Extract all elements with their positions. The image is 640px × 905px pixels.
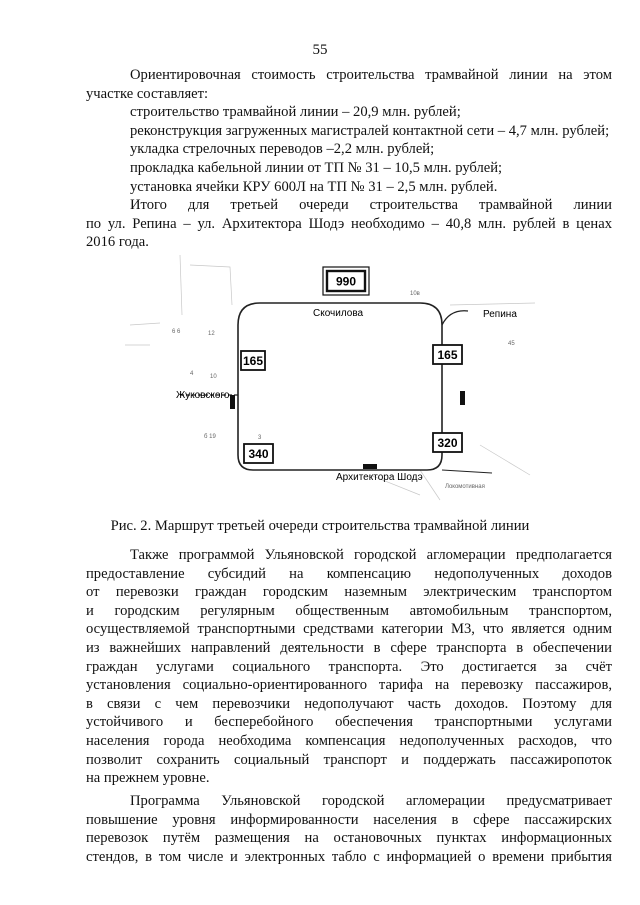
total-line: 2016 года. bbox=[86, 234, 149, 251]
paragraph-line: стендов, в том числе и электронных табло с информацией о времени прибытия bbox=[86, 848, 612, 865]
paragraph-line: на прежнем уровне. bbox=[86, 770, 210, 787]
tram-stop-marker bbox=[230, 395, 235, 409]
building-label: б 19 bbox=[204, 434, 216, 440]
building-label: 6 6 bbox=[172, 329, 181, 335]
svg-text:340: 340 bbox=[248, 447, 269, 461]
total-line: по ул. Репина – ул. Архитектора Шодэ необходимо – 40,8 млн. рублей в ценах bbox=[86, 215, 612, 232]
tram-stop-marker bbox=[363, 464, 377, 469]
street-label-bottom-right: Локомотивная bbox=[445, 484, 485, 490]
intro-line: Ориентировочная стоимость строительства трамвайной линии на этом bbox=[130, 67, 612, 83]
paragraph-line: в связи с чем перевозчики недополучают часть доходов. Поэтому для bbox=[86, 695, 612, 712]
tram-stop-marker bbox=[460, 391, 465, 405]
route-badge-320 bbox=[433, 433, 462, 452]
paragraph-line: от перевозки граждан городским наземным электрическим транспортом bbox=[86, 584, 612, 601]
paragraph-line: из важнейших направлений деятельности в сфере транспорта в обеспечении bbox=[86, 639, 612, 656]
paragraph-line: установления социально-ориентированного тарифа на перевозку пассажиров, bbox=[86, 677, 612, 694]
cost-item: строительство трамвайной линии – 20,9 млн. рублей; bbox=[130, 104, 461, 121]
paragraph-line: населения города необходима компенсация недополученных расходов, что bbox=[86, 732, 612, 749]
paragraph-line: предоставление субсидий на компенсацию недополученных доходов bbox=[86, 565, 612, 582]
cost-item: прокладка кабельной линии от ТП № 31 – 10,5 млн. рублей; bbox=[130, 159, 503, 176]
svg-text:165: 165 bbox=[437, 348, 458, 362]
route-badge-165-right bbox=[433, 345, 462, 364]
cost-item: реконструкция загруженных магистралей контактной сети – 4,7 млн. рублей; bbox=[130, 122, 610, 139]
building-label: 10 bbox=[210, 374, 217, 380]
route-badge-990 bbox=[323, 267, 369, 295]
route-map bbox=[120, 245, 540, 510]
building-label: 45 bbox=[508, 341, 515, 347]
paragraph-line: перевозок путём размещения на остановочных пунктах информационных bbox=[86, 830, 612, 847]
street-label-left: Жуковского bbox=[176, 390, 230, 401]
paragraph-line: Программа Ульяновской городской агломерации предусматривает bbox=[130, 793, 612, 809]
route-badge-340 bbox=[244, 444, 273, 463]
paragraph-line: осуществляемой транспортными средствами категории М3, что является одним bbox=[86, 621, 612, 638]
route-extension bbox=[442, 470, 492, 473]
paragraph-line: повышение уровня информированности населения в сфере пассажирских bbox=[86, 811, 612, 828]
building-label: 12 bbox=[208, 331, 215, 337]
cost-section bbox=[86, 66, 612, 252]
paragraph-line: Также программой Ульяновской городской агломерации предполагается bbox=[130, 547, 612, 563]
building-label: 4 bbox=[190, 371, 194, 377]
building-label: 3 bbox=[258, 435, 262, 441]
paragraph-information bbox=[86, 792, 612, 866]
street-label-right: Репина bbox=[483, 309, 517, 320]
paragraph-subsidies bbox=[86, 546, 612, 788]
paragraph-line: граждан услугами социального транспорта. Это достигается за счёт bbox=[86, 658, 612, 675]
route-badge-165-left bbox=[241, 351, 265, 370]
paragraph-line: устойчивого и бесперебойного обеспечения транспортными услугами bbox=[86, 714, 612, 731]
figure-caption: Рис. 2. Маршрут третьей очереди строительства трамвайной линии bbox=[110, 518, 530, 534]
svg-text:165: 165 bbox=[242, 354, 264, 368]
route-extension bbox=[442, 311, 468, 325]
street-label-bottom: Архитектора Шодэ bbox=[336, 472, 423, 483]
svg-text:320: 320 bbox=[437, 436, 458, 450]
page-number: 55 bbox=[312, 42, 328, 58]
paragraph-line: позволит сохранить социальный транспорт и поддержать пассажиропоток bbox=[86, 751, 612, 768]
building-label: 10в bbox=[410, 291, 420, 297]
cost-item: установка ячейки КРУ 600Л на ТП № 31 – 2,5 млн. рублей. bbox=[130, 178, 498, 195]
cost-item: укладка стрелочных переводов –2,2 млн. рублей; bbox=[130, 141, 435, 158]
svg-text:990: 990 bbox=[335, 274, 357, 289]
street-label-top: Скочилова bbox=[313, 308, 364, 319]
intro-line: участке составляет: bbox=[86, 85, 209, 102]
paragraph-line: и городским регулярным общественным автомобильным транспортом, bbox=[86, 602, 612, 619]
total-line: Итого для третьей очереди строительства трамвайной линии bbox=[130, 197, 612, 214]
